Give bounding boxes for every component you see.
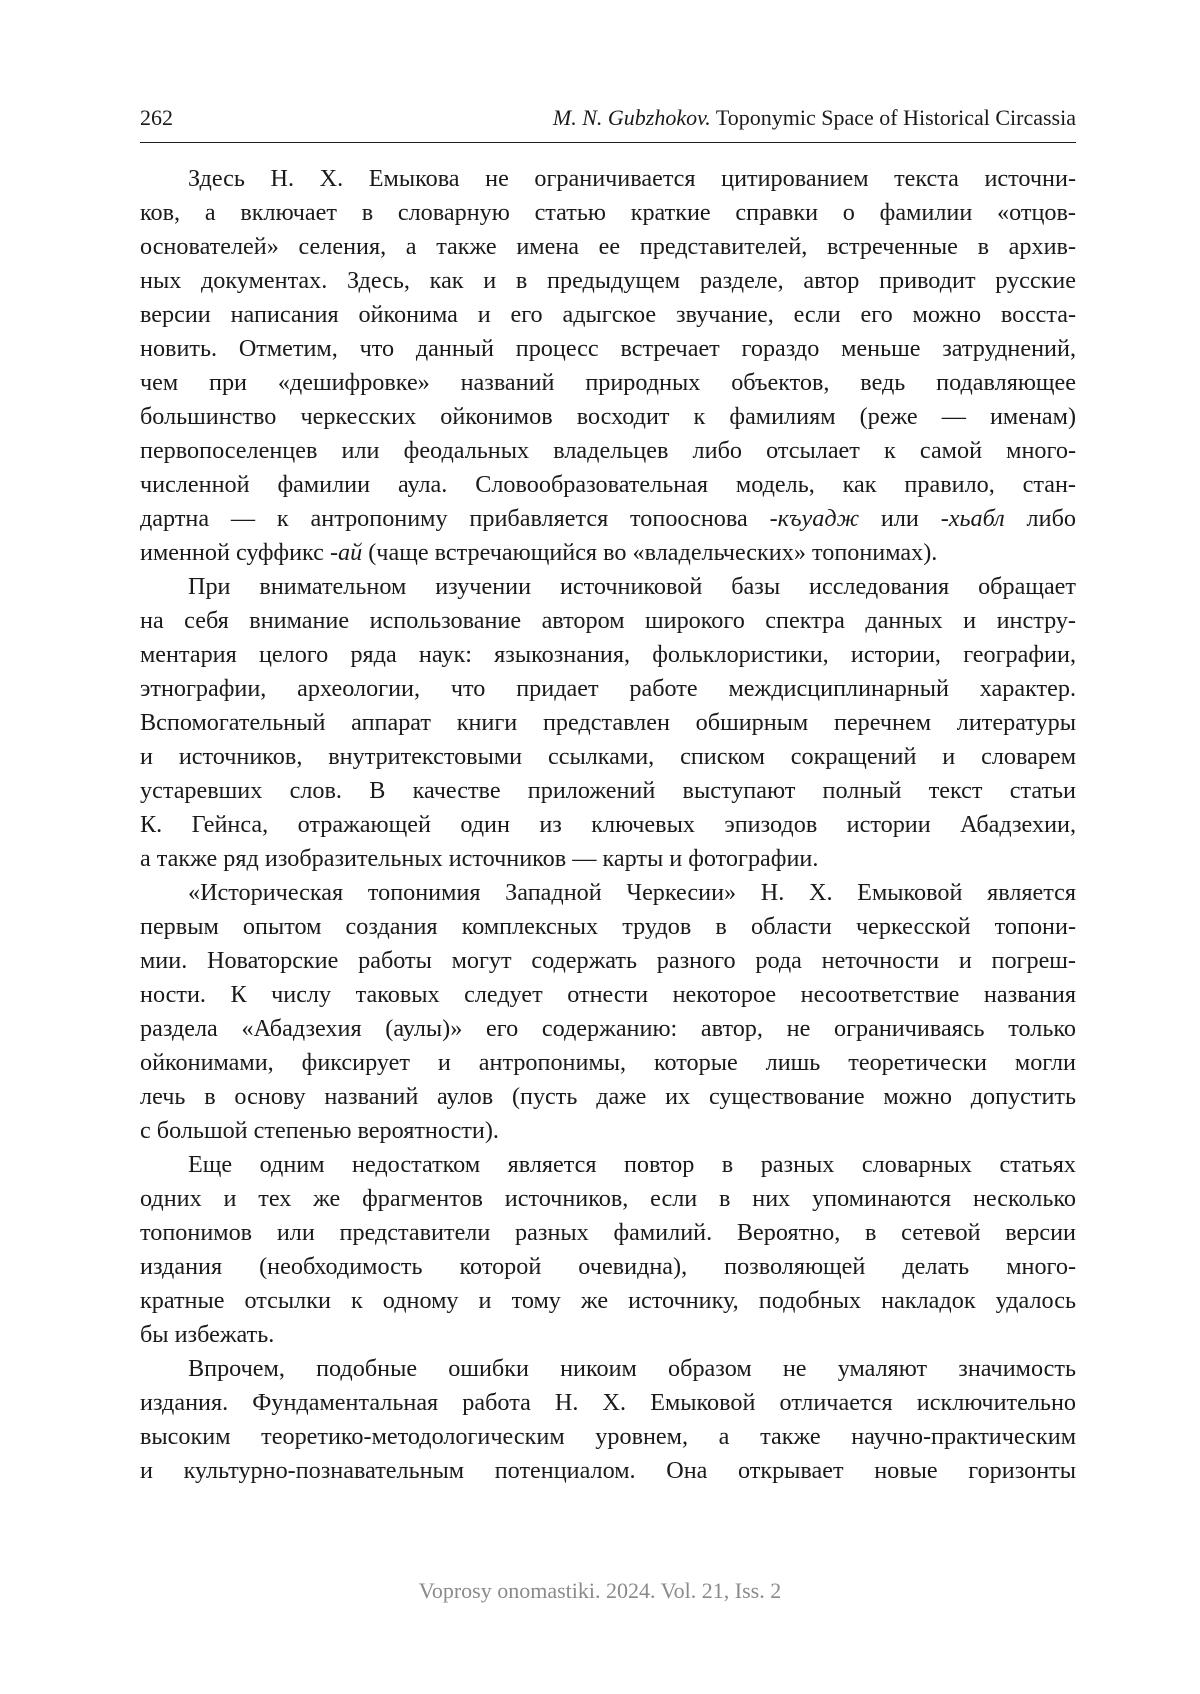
text-line: мии. Новаторские работы могут содержать разного рода неточности и погреш- <box>140 944 1076 978</box>
text-line: К. Гейнса, отражающей один из ключевых эпизодов истории Абадзехии, <box>140 808 1076 842</box>
text-line: раздела «Абадзехия (аулы)» его содержанию: автор, не ограничиваясь только <box>140 1012 1076 1046</box>
text-line: При внимательном изучении источниковой базы исследования обращает <box>140 570 1076 604</box>
running-title-text: Toponymic Space of Historical Circassia <box>716 105 1076 130</box>
text-line: Впрочем, подобные ошибки никоим образом не умаляют значимость <box>140 1352 1076 1386</box>
journal-page <box>0 0 1200 1694</box>
text-line: высоким теоретико-методологическим уровнем, а также научно-практическим <box>140 1420 1076 1454</box>
text-line: кратные отсылки к одному и тому же источнику, подобных накладок удалось <box>140 1284 1076 1318</box>
text-line: на себя внимание использование автором широкого спектра данных и инстру- <box>140 604 1076 638</box>
text-line: основателей» селения, а также имена ее представителей, встреченные в архив- <box>140 230 1076 264</box>
text-line <box>140 536 1076 570</box>
text-line: первым опытом создания комплексных трудов в области черкесской топони- <box>140 910 1076 944</box>
text-run: или <box>859 505 941 532</box>
journal-footer: Voprosy onomastiki. 2024. Vol. 21, Iss. 2 <box>0 1578 1200 1604</box>
text-line: Еще одним недостатком является повтор в разных словарных статьях <box>140 1148 1076 1182</box>
text-line: а также ряд изобразительных источников — карты и фотографии. <box>140 842 1076 876</box>
page-number: 262 <box>140 102 173 134</box>
text-line: чем при «дешифровке» названий природных объектов, ведь подавляющее <box>140 366 1076 400</box>
text-line: топонимов или представители разных фамилий. Вероятно, в сетевой версии <box>140 1216 1076 1250</box>
paragraph <box>140 876 1076 1148</box>
text-line: численной фамилии аула. Словообразовательная модель, как правило, стан- <box>140 468 1076 502</box>
text-line: ности. К числу таковых следует отнести некоторое несоответствие названия <box>140 978 1076 1012</box>
text-run: именной суффикс <box>140 539 330 566</box>
text-line: издания. Фундаментальная работа Н. Х. Емыковой отличается исключительно <box>140 1386 1076 1420</box>
italic-affix: -ай <box>330 539 362 566</box>
text-line: Здесь Н. Х. Емыкова не ограничивается цитированием текста источни- <box>140 162 1076 196</box>
text-line: и культурно-познавательным потенциалом. Она открывает новые горизонты <box>140 1454 1076 1488</box>
text-line: новить. Отметим, что данный процесс встречает гораздо меньше затруднений, <box>140 332 1076 366</box>
text-line: ков, а включает в словарную статью краткие справки о фамилии «отцов- <box>140 196 1076 230</box>
text-line: лечь в основу названий аулов (пусть даже их существование можно допустить <box>140 1080 1076 1114</box>
text-line: ных документах. Здесь, как и в предыдущем разделе, автор приводит русские <box>140 264 1076 298</box>
text-line <box>140 502 1076 536</box>
text-run: либо <box>1005 505 1076 532</box>
text-line: устаревших слов. В качестве приложений выступают полный текст статьи <box>140 774 1076 808</box>
text-line: ойконимами, фиксирует и антропонимы, которые лишь теоретически могли <box>140 1046 1076 1080</box>
running-title-author: M. N. Gubzhokov. <box>553 105 711 130</box>
text-line: первопоселенцев или феодальных владельцев либо отсылает к самой много- <box>140 434 1076 468</box>
text-line: этнографии, археологии, что придает работе междисциплинарный характер. <box>140 672 1076 706</box>
article-body <box>140 162 1076 1488</box>
text-line: большинство черкесских ойконимов восходит к фамилиям (реже — именам) <box>140 400 1076 434</box>
text-line: издания (необходимость которой очевидна), позволяющей делать много- <box>140 1250 1076 1284</box>
italic-affix: -къуадж <box>770 505 860 532</box>
italic-affix: -хьабл <box>941 505 1005 532</box>
text-line: Вспомогательный аппарат книги представлен обширным перечнем литературы <box>140 706 1076 740</box>
text-line: с большой степенью вероятности). <box>140 1114 1076 1148</box>
text-line: «Историческая топонимия Западной Черкесии» Н. Х. Емыковой является <box>140 876 1076 910</box>
paragraph <box>140 162 1076 570</box>
text-line: версии написания ойконима и его адыгское звучание, если его можно восста- <box>140 298 1076 332</box>
running-head <box>140 100 1076 143</box>
running-title <box>553 102 1076 134</box>
text-line: бы избежать. <box>140 1318 1076 1352</box>
text-run: (чаще встречающийся во «владельческих» топонимах). <box>362 539 937 566</box>
text-line: одних и тех же фрагментов источников, если в них упоминаются несколько <box>140 1182 1076 1216</box>
text-line: и источников, внутритекстовыми ссылками, списком сокращений и словарем <box>140 740 1076 774</box>
text-line: ментария целого ряда наук: языкознания, фольклористики, истории, географии, <box>140 638 1076 672</box>
paragraph <box>140 1148 1076 1352</box>
paragraph <box>140 1352 1076 1488</box>
paragraph <box>140 570 1076 876</box>
text-run: дартна — к антропониму прибавляется топооснова <box>140 505 770 532</box>
